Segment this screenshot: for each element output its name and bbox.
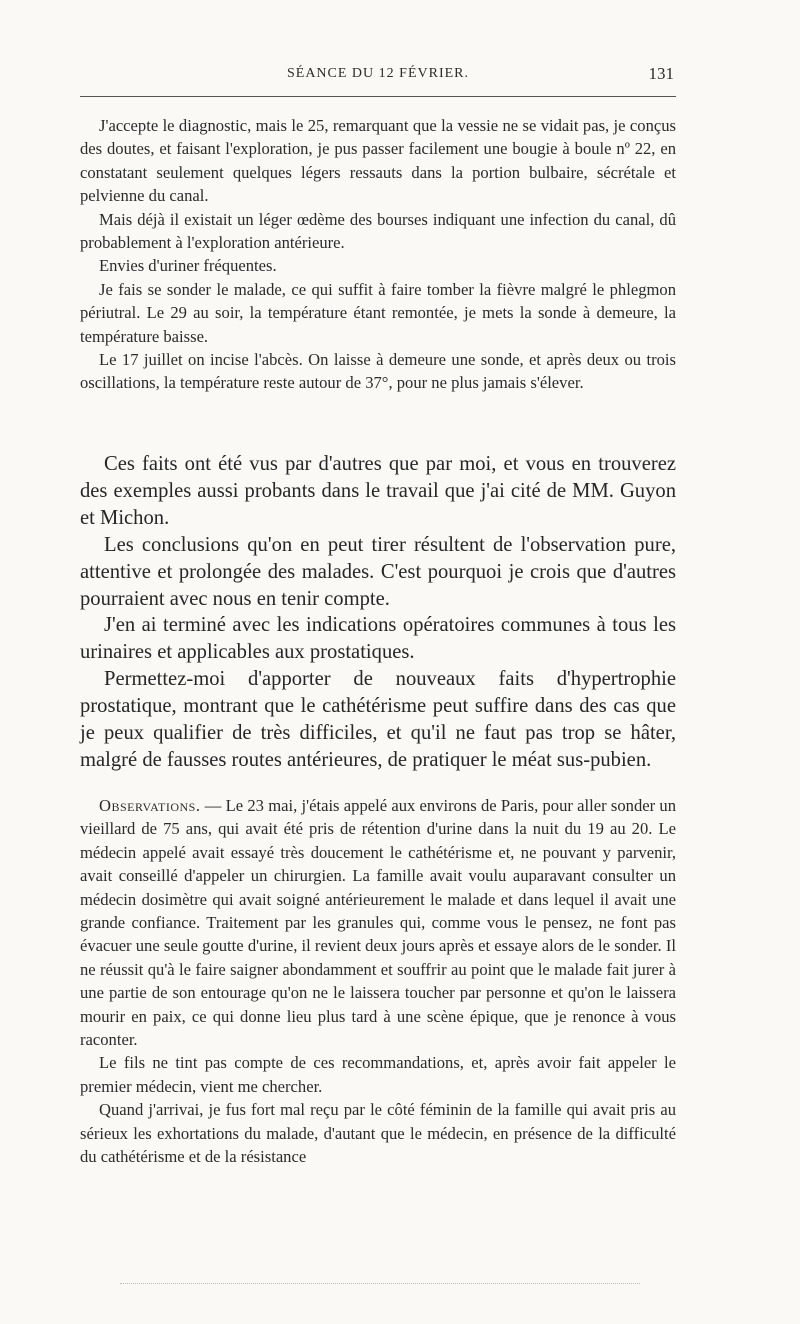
paragraph: Je fais se sonder le malade, ce qui suffit à faire tomber la fièvre malgré le phlegmon périutral. Le 29 au soir, la température étant remontée, je mets la sonde à demeure, la température baisse. bbox=[80, 279, 676, 346]
paragraph: Les conclusions qu'on en peut tirer résultent de l'observation pure, attentive et prolongée des malades. C'est pourquoi je crois que d'autres pourraient avec nous en tenir compte. bbox=[80, 533, 676, 610]
running-title: SÉANCE DU 12 FÉVRIER. bbox=[286, 66, 469, 81]
observation-text: — Le 23 mai, j'étais appelé aux environs de Paris, pour aller sonder un vieillard de 75 ans, qui avait été pris de rétention d'urine dans la nuit du 19 au 20. Le médecin appelé avait essayé très doucement le cathétérisme et, ne pouvant y parvenir, avait conseillé d'appeler un chirurgien. La famille avait voulu auparavant consulter un médecin dosimètre qui avait soigné antérieurement le malade et dans lequel il avait une grande confiance. Traitement par les granules qui, comme vous le pensez, ne font pas évacuer une seule goutte d'urine, il revient deux jours après et essaye alors de le sonder. Il ne réussit qu'à le faire saigner abondamment et souffrir au point que le malade fait jurer à une partie de son entourage qu'on ne le laissera toucher par personne et qu'on le laissera mourir en paix, ce qui donne lieu plus tard à une scène épique, que je renonce à vous raconter. bbox=[80, 796, 676, 1050]
paragraph: Permettez-moi d'apporter de nouveaux faits d'hypertrophie prostatique, montrant que le cathétérisme peut suffire dans des cas que je peux qualifier de très difficiles, et qu'il ne faut pas trop se hâter, malgré de fausses routes antérieures, de pratiquer le méat sus-pubien. bbox=[80, 668, 676, 771]
paragraph: Envies d'uriner fréquentes. bbox=[99, 256, 277, 276]
header-rule bbox=[80, 96, 676, 97]
main-text-block bbox=[80, 451, 676, 774]
observations-label: Observations. bbox=[99, 796, 201, 815]
paragraph: Le 17 juillet on incise l'abcès. On laisse à demeure une sonde, et après deux ou trois oscillations, la température reste autour de 37°, pour ne plus jamais s'élever. bbox=[80, 350, 676, 393]
footer-smudge bbox=[120, 1283, 640, 1284]
paragraph: Mais déjà il existait un léger œdème des bourses indiquant une infection du canal, dû probablement à l'exploration antérieure. bbox=[80, 209, 676, 253]
case-notes-block bbox=[80, 114, 676, 395]
running-header bbox=[80, 64, 676, 86]
paragraph: Quand j'arrivai, je fus fort mal reçu par le côté féminin de la famille qui avait pris au sérieux les exhortations du malade, d'autant que le médecin, en présence de la difficulté du cathétérisme et de la résistance bbox=[80, 1100, 676, 1167]
page-number: 131 bbox=[648, 64, 674, 83]
paragraph: J'en ai terminé avec les indications opératoires communes à tous les urinaires et applicables aux prostatiques. bbox=[80, 614, 676, 664]
paragraph: Le fils ne tint pas compte de ces recommandations, et, après avoir fait appeler le premier médecin, vient me chercher. bbox=[80, 1053, 676, 1096]
paragraph: J'accepte le diagnostic, mais le 25, remarquant que la vessie ne se vidait pas, je conçus des doutes, et faisant l'exploration, je pus passer facilement une bougie à boule nº 22, en constatant seulement quelques légers ressauts dans la portion bulbaire, sécrétale et pelvienne du canal. bbox=[80, 116, 676, 206]
paragraph: Ces faits ont été vus par d'autres que par moi, et vous en trouverez des exemples aussi probants dans le travail que j'ai cité de MM. Guyon et Michon. bbox=[80, 453, 676, 529]
observations-block bbox=[80, 794, 676, 1169]
observation-paragraph bbox=[80, 794, 676, 1051]
